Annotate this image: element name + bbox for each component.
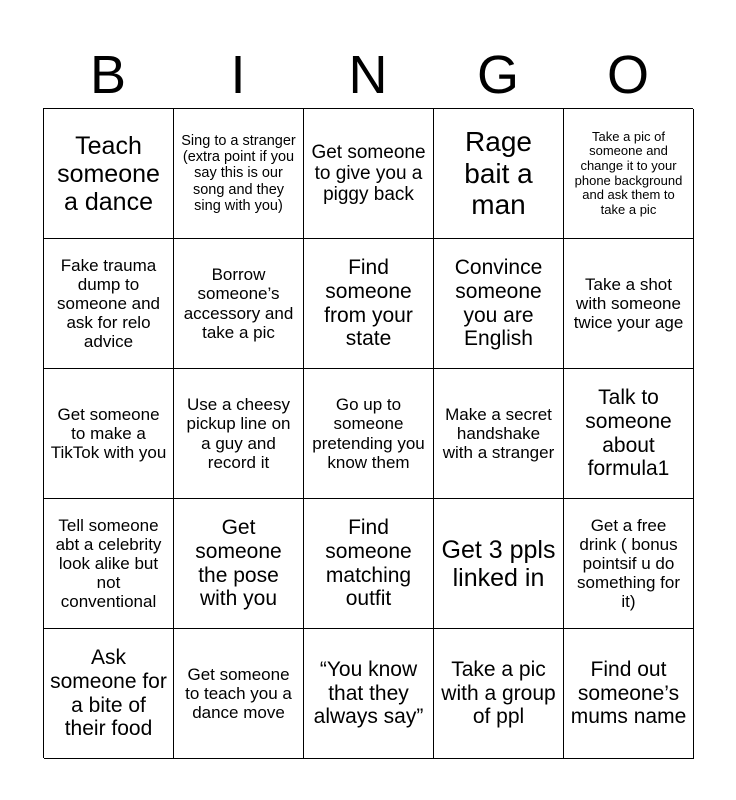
cell-text: Ask someone for a bite of their food — [50, 646, 167, 741]
bingo-cell-r2c1[interactable] — [44, 239, 174, 369]
bingo-cell-r3c4[interactable] — [434, 369, 564, 499]
bingo-cell-r2c2[interactable] — [174, 239, 304, 369]
header-letter-i: I — [230, 45, 246, 105]
header-letter-g: G — [476, 45, 519, 105]
bingo-cell-r2c4[interactable] — [434, 239, 564, 369]
bingo-cell-r2c3[interactable] — [304, 239, 434, 369]
cell-text: Fake trauma dump to someone and ask for relo advice — [56, 255, 161, 352]
cell-text: Convince someone you are English — [454, 256, 543, 351]
bingo-cell-r3c3[interactable] — [304, 369, 434, 499]
cell-text: Make a secret handshake with a stranger — [442, 404, 555, 463]
bingo-cell-r1c4[interactable] — [434, 109, 564, 239]
cell-text: Borrow someone’s accessory and take a pic — [183, 265, 294, 342]
bingo-cell-r4c4[interactable] — [434, 499, 564, 629]
cell-text: Sing to a stranger (extra point if you say this is our song and they sing with you) — [181, 132, 296, 214]
bingo-cell-r1c2[interactable] — [174, 109, 304, 239]
cell-text: “You know that they always say” — [313, 658, 424, 729]
cell-text: Get someone to make a TikTok with you — [50, 404, 167, 463]
cell-text: Take a shot with someone twice your age — [573, 274, 684, 333]
bingo-cell-r4c2[interactable] — [174, 499, 304, 629]
header-letter-b: B — [89, 45, 127, 105]
bingo-cell-r3c5[interactable] — [564, 369, 694, 499]
cell-text: Use a cheesy pickup line on a guy and record it — [186, 395, 291, 472]
cell-text: Take a pic of someone and change it to your phone background and ask them to take a pic — [574, 128, 683, 217]
bingo-cell-r1c3[interactable] — [304, 109, 434, 239]
cell-text: Tell someone abt a celebrity look alike but not conventional — [55, 515, 162, 612]
bingo-cell-r4c3[interactable] — [304, 499, 434, 629]
bingo-cell-r4c1[interactable] — [44, 499, 174, 629]
cell-text: Find someone from your state — [324, 256, 413, 351]
cell-text: Get 3 ppls linked in — [441, 535, 556, 592]
cell-text: Rage bait a man — [464, 126, 533, 221]
bingo-cell-r5c1[interactable] — [44, 629, 174, 759]
header-letter-n: N — [348, 45, 388, 105]
header-letter-o: O — [606, 45, 649, 105]
bingo-cell-r1c1[interactable] — [44, 109, 174, 239]
bingo-cell-r4c5[interactable] — [564, 499, 694, 629]
bingo-cell-r3c1[interactable] — [44, 369, 174, 499]
cell-text: Go up to someone pretending you know them — [312, 395, 425, 472]
bingo-cell-r1c5[interactable] — [564, 109, 694, 239]
cell-text: Find someone matching outfit — [325, 516, 412, 611]
bingo-header — [43, 42, 693, 108]
bingo-cell-r5c2[interactable] — [174, 629, 304, 759]
cell-text: Talk to someone about formula1 — [585, 386, 672, 481]
bingo-grid — [43, 108, 693, 758]
cell-text: Get someone the pose with you — [195, 516, 282, 611]
cell-text: Teach someone a dance — [57, 131, 160, 216]
cell-text: Take a pic with a group of ppl — [441, 658, 556, 729]
bingo-cell-r3c2[interactable] — [174, 369, 304, 499]
bingo-cell-r5c4[interactable] — [434, 629, 564, 759]
bingo-cell-r5c3[interactable] — [304, 629, 434, 759]
bingo-cell-r5c5[interactable] — [564, 629, 694, 759]
bingo-cell-r2c5[interactable] — [564, 239, 694, 369]
cell-text: Get someone to give you a piggy back — [311, 141, 426, 206]
cell-text: Find out someone’s mums name — [570, 658, 687, 729]
cell-text: Get someone to teach you a dance move — [185, 664, 292, 723]
cell-text: Get a free drink ( bonus pointsif u do something for it) — [577, 515, 680, 612]
